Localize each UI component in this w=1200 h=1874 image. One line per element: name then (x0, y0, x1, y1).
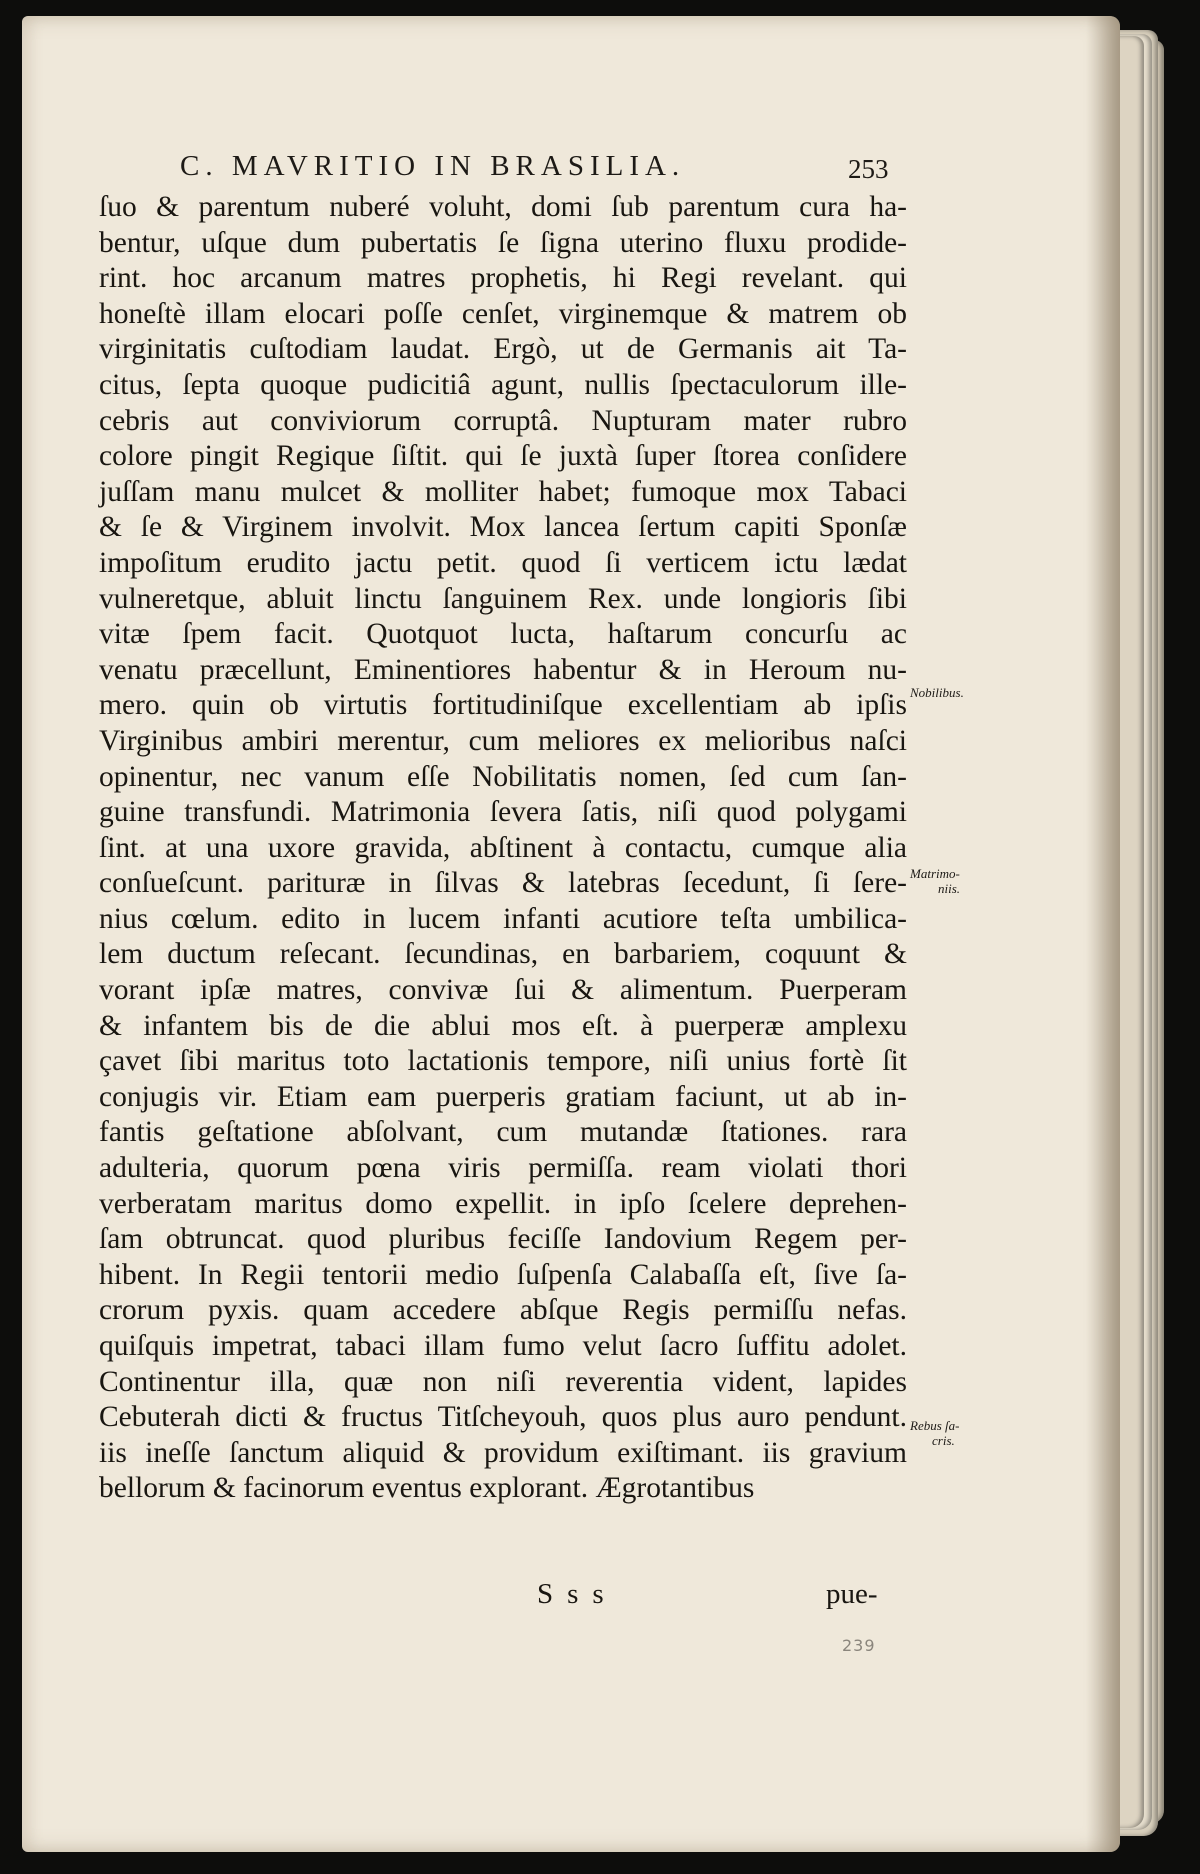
text-line: venatu præcellunt, Eminentiores habentur & in Heroum nu- (99, 653, 907, 686)
text-line: honeſtè illam elocari poſſe cenſet, virginemque & matrem ob (99, 297, 907, 330)
text-line: Cebuterah dicti & fructus Titſcheyouh, quos plus auro pendunt. (99, 1401, 907, 1434)
text-line: citus, ſepta quoque pudicitiâ agunt, nullis ſpectaculorum ille- (99, 368, 907, 401)
text-line: Continentur illa, quæ non niſi reverentia vident, lapides (99, 1365, 907, 1398)
text-line: ſam obtruncat. quod pluribus feciſſe Iandovium Regem per- (99, 1223, 907, 1256)
page-gutter-shadow (1086, 16, 1120, 1852)
text-line: verberatam maritus domo expellit. in ipſo ſcelere deprehen- (99, 1187, 907, 1220)
margin-note-line: Rebus ſa- (910, 1418, 960, 1433)
text-line: mero. quin ob virtutis fortitudiniſque excellentiam ab ipſis (99, 689, 907, 722)
text-line: nius cœlum. edito in lucem infanti acutiore teſta umbilica- (99, 902, 907, 935)
margin-note-nobilibus (910, 685, 964, 700)
margin-note-line: cris. (932, 1433, 955, 1448)
page-number: 253 (848, 154, 889, 184)
text-line: rint. hoc arcanum matres prophetis, hi Regi revelant. qui (99, 262, 907, 295)
text-line: lem ductum reſecant. ſecundinas, en barbariem, coquunt & (99, 938, 907, 971)
margin-note-line: niis. (938, 881, 961, 896)
running-head: C. MAVRITIO IN BRASILIA. (180, 150, 686, 182)
text-line: vorant ipſæ matres, convivæ ſui & alimentum. Puerperam (99, 974, 907, 1007)
text-line: hibent. In Regii tentorii medio ſuſpenſa Calabaſſa eſt, ſive ſa- (99, 1258, 907, 1291)
text-line: & infantem bis de die ablui mos eſt. à puerperæ amplexu (99, 1009, 907, 1042)
text-line: çavet ſibi maritus toto lactationis tempore, niſi unius fortè ſit (99, 1045, 907, 1078)
text-line: quiſquis impetrat, tabaci illam fumo velut ſacro ſuffitu adolet. (99, 1330, 907, 1362)
text-line: & ſe & Virginem involvit. Mox lancea ſertum capiti Sponſæ (99, 511, 907, 544)
text-line: conjugis vir. Etiam eam puerperis gratiam faciunt, ut ab in- (99, 1080, 907, 1113)
signature-mark: Sss (537, 1578, 618, 1610)
text-line: crorum pyxis. quam accedere abſque Regis permiſſu nefas. (99, 1294, 907, 1327)
text-line: conſueſcunt. parituræ in ſilvas & latebras ſecedunt, ſi ſere- (99, 867, 907, 900)
text-line: colore pingit Regique ſiſtit. qui ſe juxtà ſuper ſtorea conſidere (99, 440, 907, 473)
text-line: vitæ ſpem facit. Quotquot lucta, haſtarum concurſu ac (99, 618, 907, 651)
text-line: adulteria, quorum pœna viris permiſſa. ream violati thori (99, 1152, 907, 1185)
text-line: virginitatis cuſtodiam laudat. Ergò, ut de Germanis ait Ta- (99, 333, 907, 366)
text-line: vulneretque, abluit linctu ſanguinem Rex. unde longioris ſibi (99, 582, 907, 615)
pencil-folio-number: 239 (842, 1636, 876, 1655)
text-line: impoſitum erudito jactu petit. quod ſi verticem ictu lædat (99, 546, 907, 579)
text-line: Virginibus ambiri merentur, cum meliores ex melioribus naſci (99, 724, 907, 757)
text-line: ſint. at una uxore gravida, abſtinent à contactu, cumque alia (99, 831, 907, 864)
text-line: bentur, uſque dum pubertatis ſe ſigna uterino fluxu prodide- (99, 226, 907, 259)
text-line: bellorum & facinorum eventus explorant. Ægrotantibus (99, 1472, 755, 1505)
catchword: pue- (826, 1578, 878, 1610)
text-line: guine transfundi. Matrimonia ſevera ſatis, niſi quod polygami (99, 796, 907, 829)
text-line: iis ineſſe ſanctum aliquid & providum exiſtimant. iis gravium (99, 1436, 907, 1469)
margin-note-line: Nobilibus. (910, 685, 964, 700)
text-line: cebris aut conviviorum corruptâ. Nupturam mater rubro (99, 404, 907, 437)
margin-note-matrimoniis (910, 866, 960, 896)
text-line: juſſam manu mulcet & molliter habet; fumoque mox Tabaci (99, 475, 907, 508)
margin-note-line: Matrimo- (910, 866, 960, 881)
text-line: ſuo & parentum nuberé voluht, domi ſub parentum cura ha- (99, 191, 907, 223)
text-line: opinentur, nec vanum eſſe Nobilitatis nomen, ſed cum ſan- (99, 760, 907, 793)
body-text (99, 190, 907, 1507)
text-line: fantis geſtatione abſolvant, cum mutandæ ſtationes. rara (99, 1116, 907, 1149)
margin-note-rebus-sacris (910, 1418, 959, 1448)
